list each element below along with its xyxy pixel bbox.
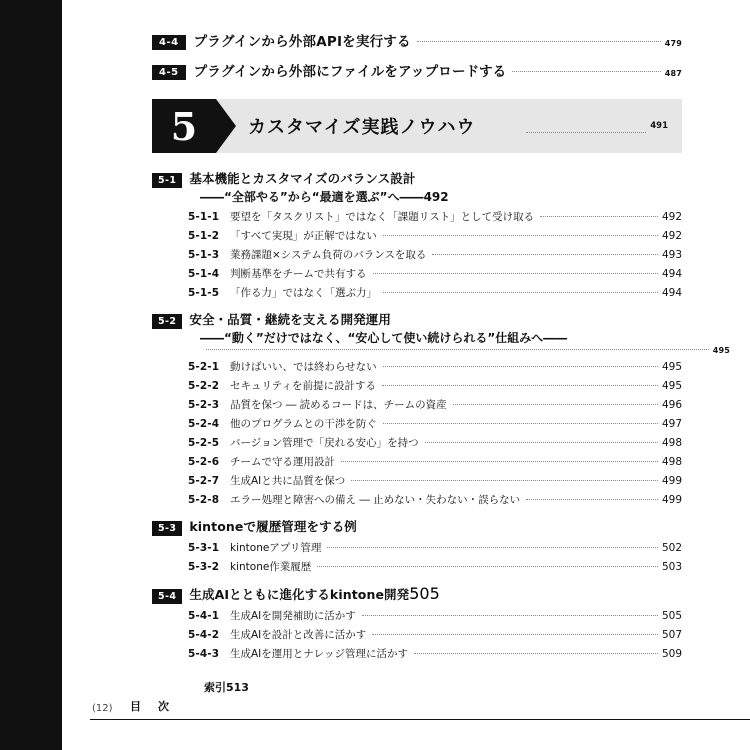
page-body — [62, 0, 750, 750]
item-page: 505 — [661, 610, 682, 622]
leader-dots — [373, 273, 658, 274]
item-page: 495 — [661, 380, 682, 392]
toc-item[interactable] — [188, 285, 682, 300]
section-heading — [152, 517, 682, 536]
toc-item[interactable] — [188, 397, 682, 412]
item-label: チームで守る運用設計 — [230, 456, 335, 468]
item-page: 494 — [661, 287, 682, 299]
item-number: 5-2-4 — [188, 418, 220, 430]
toc-item[interactable] — [188, 209, 682, 224]
item-label: 生成AIを設計と改善に活かす — [230, 629, 367, 641]
leader-dots — [526, 132, 646, 133]
toc-content — [152, 30, 730, 695]
leader-dots — [512, 71, 660, 72]
toc-item[interactable] — [188, 247, 682, 262]
section-title: 安全・品質・継続を支える開発運用 — [189, 312, 391, 327]
section-tag: 5-2 — [152, 314, 182, 329]
item-label: 動けばいい、では終わらせない — [230, 361, 377, 373]
item-label: 「すべて実現」が正解ではない — [230, 230, 377, 242]
section-tag: 5-3 — [152, 521, 182, 536]
item-number: 5-2-8 — [188, 494, 220, 506]
item-number: 5-2-7 — [188, 475, 220, 487]
item-number: 5-3-1 — [188, 542, 220, 554]
chapter-page: 491 — [650, 121, 668, 131]
item-label: 判断基準をチームで共有する — [230, 268, 367, 280]
item-page: 496 — [661, 399, 682, 411]
item-number: 5-1-4 — [188, 268, 220, 280]
section-heading — [152, 169, 682, 188]
toc-entry-tag: 4-4 — [152, 35, 186, 50]
section-tag: 5-1 — [152, 173, 182, 188]
toc-section-5-3[interactable] — [152, 517, 682, 574]
chapter-title: カスタマイズ実践ノウハウ — [248, 117, 476, 138]
item-label: kintoneアプリ管理 — [230, 542, 322, 554]
item-label: バージョン管理で「戻れる安心」を持つ — [230, 437, 419, 449]
leader-dots — [432, 254, 658, 255]
item-label: 「作る力」ではなく「選ぶ力」 — [230, 287, 377, 299]
toc-item[interactable] — [188, 540, 682, 555]
leader-dots — [383, 235, 658, 236]
item-number: 5-1-2 — [188, 230, 220, 242]
toc-entry-page: 487 — [664, 69, 682, 78]
item-number: 5-4-3 — [188, 648, 220, 660]
toc-item[interactable] — [188, 266, 682, 281]
section-heading — [152, 584, 682, 604]
toc-entry-page: 479 — [664, 39, 682, 48]
index-label: 索引 — [204, 681, 226, 694]
leader-dots — [526, 499, 658, 500]
item-label: 生成AIを開発補助に活かす — [230, 610, 356, 622]
item-number: 5-2-1 — [188, 361, 220, 373]
chapter-number: 5 — [152, 99, 216, 153]
leader-dots — [317, 566, 658, 567]
section-subtitle-page-row — [200, 346, 730, 355]
item-number: 5-1-1 — [188, 211, 220, 223]
item-page: 495 — [661, 361, 682, 373]
toc-entry-4-5[interactable] — [152, 60, 682, 81]
leader-dots — [351, 480, 658, 481]
section-page: 492 — [423, 190, 449, 204]
leader-dots — [382, 385, 658, 386]
toc-item[interactable] — [188, 646, 682, 661]
section-subtitle-row — [200, 329, 682, 346]
chapter-banner[interactable] — [152, 99, 682, 153]
toc-item[interactable] — [188, 454, 682, 469]
toc-item[interactable] — [188, 473, 682, 488]
item-page: 492 — [661, 230, 682, 242]
leader-dots — [453, 404, 658, 405]
section-heading — [152, 310, 682, 329]
section-title: 基本機能とカスタマイズのバランス設計 — [189, 171, 416, 186]
toc-item[interactable] — [188, 559, 682, 574]
leader-dots — [383, 423, 658, 424]
section-subtitle: ――“動く”だけではなく、“安心して使い続けられる”仕組みへ―― — [200, 331, 568, 345]
footer-rule — [90, 719, 750, 720]
item-number: 5-4-2 — [188, 629, 220, 641]
item-label: 他のプログラムとの干渉を防ぐ — [230, 418, 377, 430]
item-page: 509 — [661, 648, 682, 660]
leader-dots — [206, 349, 709, 350]
page-binding-edge — [0, 0, 62, 750]
item-page: 498 — [661, 437, 682, 449]
page-folio: (12) — [92, 703, 113, 714]
item-label: 業務課題×システム負荷のバランスを取る — [230, 249, 427, 261]
toc-section-5-2[interactable] — [152, 310, 730, 507]
section-title: kintoneで履歴管理をする例 — [189, 519, 357, 534]
item-number: 5-1-5 — [188, 287, 220, 299]
toc-item[interactable] — [188, 492, 682, 507]
toc-entry-title: プラグインから外部APIを実行する — [193, 34, 411, 50]
toc-section-5-4[interactable] — [152, 584, 682, 661]
item-label: エラー処理と障害への備え ― 止めない・失わない・誤らない — [230, 494, 521, 506]
item-label: セキュリティを前提に設計する — [230, 380, 376, 392]
toc-item[interactable] — [188, 359, 682, 374]
item-label: 品質を保つ ― 読めるコードは、チームの資産 — [230, 399, 447, 411]
leader-dots — [540, 216, 658, 217]
leader-dots — [417, 41, 661, 42]
leader-dots — [362, 615, 658, 616]
section-tag: 5-4 — [152, 589, 182, 604]
item-page: 507 — [661, 629, 682, 641]
item-label: 要望を「タスクリスト」ではなく「課題リスト」として受け取る — [230, 211, 535, 223]
toc-entry-title: プラグインから外部にファイルをアップロードする — [193, 64, 507, 80]
item-number: 5-3-2 — [188, 561, 220, 573]
item-page: 494 — [661, 268, 682, 280]
section-page: 495 — [712, 346, 730, 355]
item-number: 5-2-2 — [188, 380, 220, 392]
leader-dots — [414, 653, 658, 654]
toc-item[interactable] — [188, 228, 682, 243]
item-page: 499 — [661, 475, 682, 487]
toc-entry-tag: 4-5 — [152, 65, 186, 80]
item-page: 499 — [661, 494, 682, 506]
leader-dots — [327, 547, 658, 548]
toc-section-5-1[interactable] — [152, 169, 682, 300]
item-label: 生成AIを運用とナレッジ管理に活かす — [230, 648, 408, 660]
item-page: 497 — [661, 418, 682, 430]
item-page: 498 — [661, 456, 682, 468]
toc-item[interactable] — [188, 627, 682, 642]
toc-item[interactable] — [188, 435, 682, 450]
leader-dots — [372, 634, 658, 635]
toc-item[interactable] — [188, 608, 682, 623]
page-folio-label: 目 次 — [130, 700, 172, 713]
section-subtitle-row — [200, 188, 682, 205]
section-title: 生成AIとともに進化するkintone開発 — [189, 587, 410, 602]
leader-dots — [341, 461, 658, 462]
toc-index-entry[interactable] — [204, 679, 682, 695]
toc-item[interactable] — [188, 378, 682, 393]
item-label: 生成AIと共に品質を保つ — [230, 475, 346, 487]
toc-item[interactable] — [188, 416, 682, 431]
section-page: 505 — [409, 584, 440, 603]
leader-dots — [425, 442, 658, 443]
item-page: 502 — [661, 542, 682, 554]
item-label: kintone作業履歴 — [230, 561, 312, 573]
leader-dots — [383, 292, 658, 293]
item-number: 5-1-3 — [188, 249, 220, 261]
item-number: 5-2-6 — [188, 456, 220, 468]
leader-dots — [383, 366, 658, 367]
item-number: 5-2-5 — [188, 437, 220, 449]
item-page: 492 — [661, 211, 682, 223]
index-page: 513 — [226, 681, 249, 694]
item-page: 503 — [661, 561, 682, 573]
item-page: 493 — [661, 249, 682, 261]
item-number: 5-4-1 — [188, 610, 220, 622]
item-number: 5-2-3 — [188, 399, 220, 411]
section-subtitle: ――“全部やる”から“最適を選ぶ”へ―― — [200, 190, 424, 204]
toc-entry-4-4[interactable] — [152, 30, 682, 51]
chapter-arrow-icon — [216, 99, 236, 153]
